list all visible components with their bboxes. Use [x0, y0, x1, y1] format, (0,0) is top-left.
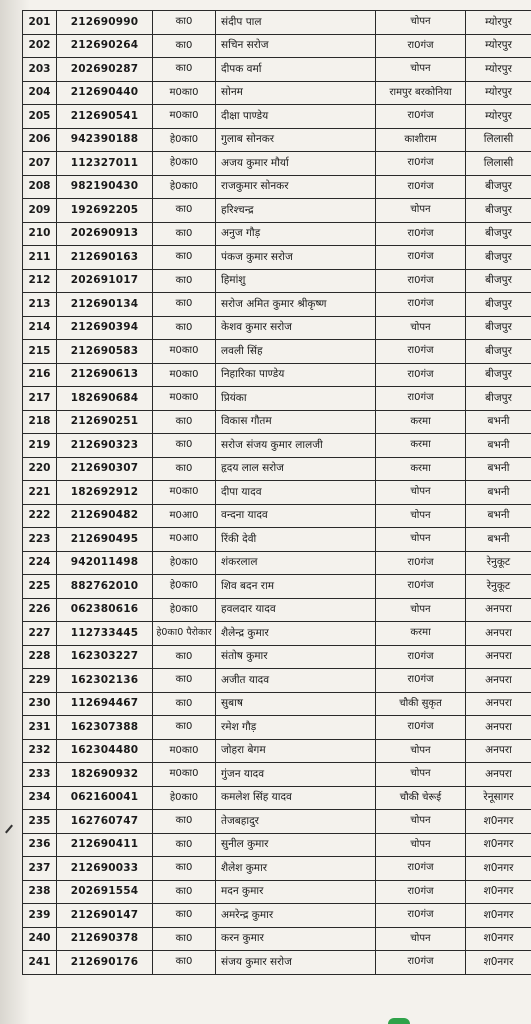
posting-station-cell: चोपन — [376, 833, 466, 857]
circle-cell: म्योरपुर — [466, 11, 531, 35]
circle-cell: अनपरा — [466, 763, 531, 787]
employee-name-cell: शिव बदन राम — [216, 575, 376, 599]
serial-number-cell: 204 — [23, 81, 57, 105]
table-row — [23, 716, 531, 740]
pno-number-cell: 112694467 — [57, 692, 153, 716]
serial-number-cell: 225 — [23, 575, 57, 599]
table-row — [23, 34, 531, 58]
circle-cell: अनपरा — [466, 716, 531, 740]
employee-name-cell: गुलाब सोनकर — [216, 128, 376, 152]
table-row — [23, 387, 531, 411]
table-row — [23, 857, 531, 881]
pno-number-cell: 882762010 — [57, 575, 153, 599]
posting-station-cell: करमा — [376, 410, 466, 434]
employee-name-cell: पंकज कुमार सरोज — [216, 246, 376, 270]
employee-name-cell: मदन कुमार — [216, 880, 376, 904]
serial-number-cell: 202 — [23, 34, 57, 58]
pno-number-cell: 182690684 — [57, 387, 153, 411]
posting-station-cell: चोपन — [376, 598, 466, 622]
circle-cell: बभनी — [466, 410, 531, 434]
table-row — [23, 410, 531, 434]
employee-name-cell: रमेश गौड़ — [216, 716, 376, 740]
rank-cell: का0 — [153, 951, 216, 975]
rank-cell: म0का0 — [153, 363, 216, 387]
rank-cell: का0 — [153, 669, 216, 693]
personnel-table — [22, 10, 531, 975]
circle-cell: अनपरा — [466, 739, 531, 763]
table-row — [23, 575, 531, 599]
rank-cell: का0 — [153, 58, 216, 82]
posting-station-cell: करमा — [376, 622, 466, 646]
table-row — [23, 293, 531, 317]
table-row — [23, 880, 531, 904]
serial-number-cell: 214 — [23, 316, 57, 340]
posting-station-cell: रामपुर बरकोनिया — [376, 81, 466, 105]
pno-number-cell: 212690323 — [57, 434, 153, 458]
employee-name-cell: राजकुमार सोनकर — [216, 175, 376, 199]
rank-cell: म0का0 — [153, 481, 216, 505]
circle-cell: बभनी — [466, 528, 531, 552]
serial-number-cell: 222 — [23, 504, 57, 528]
posting-station-cell: चोपन — [376, 810, 466, 834]
posting-station-cell: चोपन — [376, 763, 466, 787]
rank-cell: का0 — [153, 11, 216, 35]
posting-station-cell: रा0गंज — [376, 34, 466, 58]
posting-station-cell: रा0गंज — [376, 222, 466, 246]
serial-number-cell: 211 — [23, 246, 57, 270]
employee-name-cell: शंकरलाल — [216, 551, 376, 575]
circle-cell: अनपरा — [466, 692, 531, 716]
posting-station-cell: रा0गंज — [376, 551, 466, 575]
pno-number-cell: 202691554 — [57, 880, 153, 904]
posting-station-cell: रा0गंज — [376, 904, 466, 928]
serial-number-cell: 201 — [23, 11, 57, 35]
table-row — [23, 11, 531, 35]
pno-number-cell: 212690251 — [57, 410, 153, 434]
rank-cell: हे0का0 — [153, 175, 216, 199]
employee-name-cell: सोनम — [216, 81, 376, 105]
serial-number-cell: 234 — [23, 786, 57, 810]
pno-number-cell: 982190430 — [57, 175, 153, 199]
serial-number-cell: 237 — [23, 857, 57, 881]
pno-number-cell: 202691017 — [57, 269, 153, 293]
employee-name-cell: हिमांशु — [216, 269, 376, 293]
table-row — [23, 246, 531, 270]
pno-number-cell: 212690482 — [57, 504, 153, 528]
posting-station-cell: चोपन — [376, 739, 466, 763]
rank-cell: का0 — [153, 269, 216, 293]
circle-cell: बीजपुर — [466, 363, 531, 387]
table-row — [23, 199, 531, 223]
serial-number-cell: 203 — [23, 58, 57, 82]
rank-cell: म0आ0 — [153, 528, 216, 552]
posting-station-cell: रा0गंज — [376, 152, 466, 176]
circle-cell: श0नगर — [466, 927, 531, 951]
green-stamp-edge — [388, 1018, 410, 1024]
serial-number-cell: 213 — [23, 293, 57, 317]
serial-number-cell: 217 — [23, 387, 57, 411]
table-row — [23, 434, 531, 458]
rank-cell: का0 — [153, 833, 216, 857]
posting-station-cell: रा0गंज — [376, 387, 466, 411]
pno-number-cell: 162302136 — [57, 669, 153, 693]
table-row — [23, 763, 531, 787]
circle-cell: बीजपुर — [466, 340, 531, 364]
pno-number-cell: 212690378 — [57, 927, 153, 951]
rank-cell: का0 — [153, 316, 216, 340]
serial-number-cell: 235 — [23, 810, 57, 834]
serial-number-cell: 240 — [23, 927, 57, 951]
posting-station-cell: रा0गंज — [376, 575, 466, 599]
serial-number-cell: 210 — [23, 222, 57, 246]
table-row — [23, 692, 531, 716]
circle-cell: रेनुकूट — [466, 551, 531, 575]
rank-cell: म0का0 — [153, 763, 216, 787]
serial-number-cell: 215 — [23, 340, 57, 364]
circle-cell: श0नगर — [466, 880, 531, 904]
posting-station-cell: रा0गंज — [376, 175, 466, 199]
serial-number-cell: 207 — [23, 152, 57, 176]
pno-number-cell: 212690440 — [57, 81, 153, 105]
circle-cell: अनपरा — [466, 622, 531, 646]
pno-number-cell: 212690613 — [57, 363, 153, 387]
employee-name-cell: सुबाष — [216, 692, 376, 716]
posting-station-cell: रा0गंज — [376, 340, 466, 364]
posting-station-cell: रा0गंज — [376, 880, 466, 904]
pno-number-cell: 192692205 — [57, 199, 153, 223]
circle-cell: अनपरा — [466, 598, 531, 622]
serial-number-cell: 206 — [23, 128, 57, 152]
serial-number-cell: 212 — [23, 269, 57, 293]
serial-number-cell: 239 — [23, 904, 57, 928]
circle-cell: अनपरा — [466, 669, 531, 693]
rank-cell: हे0का0 पैरोकार — [153, 622, 216, 646]
employee-name-cell: दीपा यादव — [216, 481, 376, 505]
pno-number-cell: 162303227 — [57, 645, 153, 669]
table-row — [23, 551, 531, 575]
pno-number-cell: 202690913 — [57, 222, 153, 246]
posting-station-cell: रा0गंज — [376, 246, 466, 270]
table-row — [23, 622, 531, 646]
table-row — [23, 457, 531, 481]
table-row — [23, 58, 531, 82]
table-row — [23, 175, 531, 199]
rank-cell: हे0का0 — [153, 152, 216, 176]
posting-station-cell: रा0गंज — [376, 645, 466, 669]
pno-number-cell: 212690163 — [57, 246, 153, 270]
table-row — [23, 598, 531, 622]
rank-cell: म0का0 — [153, 340, 216, 364]
serial-number-cell: 238 — [23, 880, 57, 904]
rank-cell: का0 — [153, 34, 216, 58]
serial-number-cell: 231 — [23, 716, 57, 740]
rank-cell: म0का0 — [153, 739, 216, 763]
circle-cell: बीजपुर — [466, 175, 531, 199]
employee-name-cell: तेजबहादुर — [216, 810, 376, 834]
pno-number-cell: 162304480 — [57, 739, 153, 763]
rank-cell: हे0का0 — [153, 786, 216, 810]
pno-number-cell: 212690411 — [57, 833, 153, 857]
rank-cell: हे0का0 — [153, 575, 216, 599]
employee-name-cell: संतोष कुमार — [216, 645, 376, 669]
employee-name-cell: लवली सिंह — [216, 340, 376, 364]
circle-cell: श0नगर — [466, 810, 531, 834]
employee-name-cell: सरोज संजय कुमार लालजी — [216, 434, 376, 458]
circle-cell: रेनूसागर — [466, 786, 531, 810]
pno-number-cell: 062160041 — [57, 786, 153, 810]
employee-name-cell: केशव कुमार सरोज — [216, 316, 376, 340]
circle-cell: बभनी — [466, 481, 531, 505]
employee-name-cell: शैलेश कुमार — [216, 857, 376, 881]
posting-station-cell: चौकी सुकृत — [376, 692, 466, 716]
posting-station-cell: चोपन — [376, 11, 466, 35]
pno-number-cell: 182690932 — [57, 763, 153, 787]
table-row — [23, 316, 531, 340]
pno-number-cell: 212690134 — [57, 293, 153, 317]
pno-number-cell: 212690495 — [57, 528, 153, 552]
employee-name-cell: हवलदार यादव — [216, 598, 376, 622]
posting-station-cell: चोपन — [376, 199, 466, 223]
rank-cell: का0 — [153, 904, 216, 928]
rank-cell: का0 — [153, 692, 216, 716]
circle-cell: बीजपुर — [466, 293, 531, 317]
employee-name-cell: रिंकी देवी — [216, 528, 376, 552]
rank-cell: का0 — [153, 457, 216, 481]
employee-name-cell: गुंजन यादव — [216, 763, 376, 787]
serial-number-cell: 223 — [23, 528, 57, 552]
employee-name-cell: हरिश्चन्द्र — [216, 199, 376, 223]
circle-cell: श0नगर — [466, 857, 531, 881]
pno-number-cell: 942011498 — [57, 551, 153, 575]
serial-number-cell: 208 — [23, 175, 57, 199]
pno-number-cell: 942390188 — [57, 128, 153, 152]
serial-number-cell: 224 — [23, 551, 57, 575]
posting-station-cell: चोपन — [376, 316, 466, 340]
rank-cell: म0का0 — [153, 387, 216, 411]
employee-name-cell: शैलेन्द्र कुमार — [216, 622, 376, 646]
posting-station-cell: रा0गंज — [376, 269, 466, 293]
rank-cell: का0 — [153, 927, 216, 951]
rank-cell: म0आ0 — [153, 504, 216, 528]
serial-number-cell: 220 — [23, 457, 57, 481]
employee-name-cell: निहारिका पाण्डेय — [216, 363, 376, 387]
posting-station-cell: रा0गंज — [376, 669, 466, 693]
rank-cell: का0 — [153, 857, 216, 881]
pno-number-cell: 212690147 — [57, 904, 153, 928]
table-row — [23, 739, 531, 763]
posting-station-cell: रा0गंज — [376, 293, 466, 317]
employee-name-cell: जोहरा बेगम — [216, 739, 376, 763]
circle-cell: श0नगर — [466, 833, 531, 857]
posting-station-cell: रा0गंज — [376, 105, 466, 129]
serial-number-cell: 218 — [23, 410, 57, 434]
employee-name-cell: विकास गौतम — [216, 410, 376, 434]
employee-name-cell: सुनील कुमार — [216, 833, 376, 857]
pno-number-cell: 202690287 — [57, 58, 153, 82]
table-row — [23, 222, 531, 246]
table-row — [23, 504, 531, 528]
pno-number-cell: 162760747 — [57, 810, 153, 834]
circle-cell: म्योरपुर — [466, 34, 531, 58]
employee-name-cell: संदीप पाल — [216, 11, 376, 35]
serial-number-cell: 216 — [23, 363, 57, 387]
pno-number-cell: 182692912 — [57, 481, 153, 505]
pno-number-cell: 112327011 — [57, 152, 153, 176]
rank-cell: म0का0 — [153, 81, 216, 105]
rank-cell: का0 — [153, 810, 216, 834]
employee-name-cell: वन्दना यादव — [216, 504, 376, 528]
circle-cell: अनपरा — [466, 645, 531, 669]
posting-station-cell: रा0गंज — [376, 363, 466, 387]
pno-number-cell: 212690541 — [57, 105, 153, 129]
circle-cell: म्योरपुर — [466, 81, 531, 105]
posting-station-cell: चोपन — [376, 504, 466, 528]
rank-cell: का0 — [153, 716, 216, 740]
circle-cell: बीजपुर — [466, 246, 531, 270]
rank-cell: हे0का0 — [153, 551, 216, 575]
table-row — [23, 904, 531, 928]
rank-cell: हे0का0 — [153, 598, 216, 622]
circle-cell: रेनुकूट — [466, 575, 531, 599]
personnel-table-body — [23, 11, 531, 975]
posting-station-cell: चोपन — [376, 481, 466, 505]
serial-number-cell: 226 — [23, 598, 57, 622]
table-row — [23, 152, 531, 176]
rank-cell: हे0का0 — [153, 128, 216, 152]
employee-name-cell: अनुज गौड़ — [216, 222, 376, 246]
serial-number-cell: 221 — [23, 481, 57, 505]
rank-cell: का0 — [153, 410, 216, 434]
serial-number-cell: 219 — [23, 434, 57, 458]
employee-name-cell: संजय कुमार सरोज — [216, 951, 376, 975]
serial-number-cell: 209 — [23, 199, 57, 223]
pno-number-cell: 212690583 — [57, 340, 153, 364]
circle-cell: बीजपुर — [466, 387, 531, 411]
table-row — [23, 927, 531, 951]
pno-number-cell: 062380616 — [57, 598, 153, 622]
table-row — [23, 528, 531, 552]
table-row — [23, 481, 531, 505]
rank-cell: का0 — [153, 246, 216, 270]
table-row — [23, 833, 531, 857]
serial-number-cell: 227 — [23, 622, 57, 646]
pno-number-cell: 112733445 — [57, 622, 153, 646]
circle-cell: लिलासी — [466, 152, 531, 176]
circle-cell: बभनी — [466, 504, 531, 528]
serial-number-cell: 241 — [23, 951, 57, 975]
posting-station-cell: रा0गंज — [376, 716, 466, 740]
table-row — [23, 128, 531, 152]
table-row — [23, 363, 531, 387]
employee-name-cell: कमलेश सिंह यादव — [216, 786, 376, 810]
table-row — [23, 951, 531, 975]
serial-number-cell: 236 — [23, 833, 57, 857]
table-row — [23, 340, 531, 364]
posting-station-cell: चौकी चेरूई — [376, 786, 466, 810]
pno-number-cell: 212690033 — [57, 857, 153, 881]
serial-number-cell: 228 — [23, 645, 57, 669]
pno-number-cell: 212690990 — [57, 11, 153, 35]
posting-station-cell: चोपन — [376, 58, 466, 82]
pno-number-cell: 212690264 — [57, 34, 153, 58]
employee-name-cell: अजय कुमार मौर्या — [216, 152, 376, 176]
rank-cell: का0 — [153, 293, 216, 317]
pno-number-cell: 212690307 — [57, 457, 153, 481]
table-row — [23, 645, 531, 669]
employee-name-cell: करन कुमार — [216, 927, 376, 951]
pno-number-cell: 212690176 — [57, 951, 153, 975]
circle-cell: बीजपुर — [466, 199, 531, 223]
serial-number-cell: 229 — [23, 669, 57, 693]
employee-name-cell: सरोज अमित कुमार श्रीकृष्ण — [216, 293, 376, 317]
circle-cell: बीजपुर — [466, 269, 531, 293]
serial-number-cell: 233 — [23, 763, 57, 787]
table-row — [23, 810, 531, 834]
table-row — [23, 81, 531, 105]
rank-cell: का0 — [153, 645, 216, 669]
table-row — [23, 105, 531, 129]
posting-station-cell: रा0गंज — [376, 857, 466, 881]
circle-cell: बीजपुर — [466, 316, 531, 340]
rank-cell: म0का0 — [153, 105, 216, 129]
circle-cell: म्योरपुर — [466, 58, 531, 82]
rank-cell: का0 — [153, 434, 216, 458]
circle-cell: बीजपुर — [466, 222, 531, 246]
table-row — [23, 669, 531, 693]
table-row — [23, 269, 531, 293]
circle-cell: श0नगर — [466, 951, 531, 975]
employee-name-cell: अजीत यादव — [216, 669, 376, 693]
circle-cell: श0नगर — [466, 904, 531, 928]
posting-station-cell: चोपन — [376, 927, 466, 951]
employee-name-cell: दीक्षा पाण्डेय — [216, 105, 376, 129]
employee-name-cell: अमरेन्द्र कुमार — [216, 904, 376, 928]
circle-cell: बभनी — [466, 434, 531, 458]
circle-cell: लिलासी — [466, 128, 531, 152]
posting-station-cell: करमा — [376, 434, 466, 458]
circle-cell: म्योरपुर — [466, 105, 531, 129]
serial-number-cell: 205 — [23, 105, 57, 129]
serial-number-cell: 230 — [23, 692, 57, 716]
rank-cell: का0 — [153, 222, 216, 246]
posting-station-cell: रा0गंज — [376, 951, 466, 975]
employee-name-cell: प्रियंका — [216, 387, 376, 411]
posting-station-cell: चोपन — [376, 528, 466, 552]
rank-cell: का0 — [153, 199, 216, 223]
posting-station-cell: काशीराम — [376, 128, 466, 152]
circle-cell: बभनी — [466, 457, 531, 481]
rank-cell: का0 — [153, 880, 216, 904]
employee-name-cell: सचिन सरोज — [216, 34, 376, 58]
employee-name-cell: दीपक वर्मा — [216, 58, 376, 82]
table-row — [23, 786, 531, 810]
serial-number-cell: 232 — [23, 739, 57, 763]
pno-number-cell: 162307388 — [57, 716, 153, 740]
posting-station-cell: करमा — [376, 457, 466, 481]
employee-name-cell: हृदय लाल सरोज — [216, 457, 376, 481]
pno-number-cell: 212690394 — [57, 316, 153, 340]
